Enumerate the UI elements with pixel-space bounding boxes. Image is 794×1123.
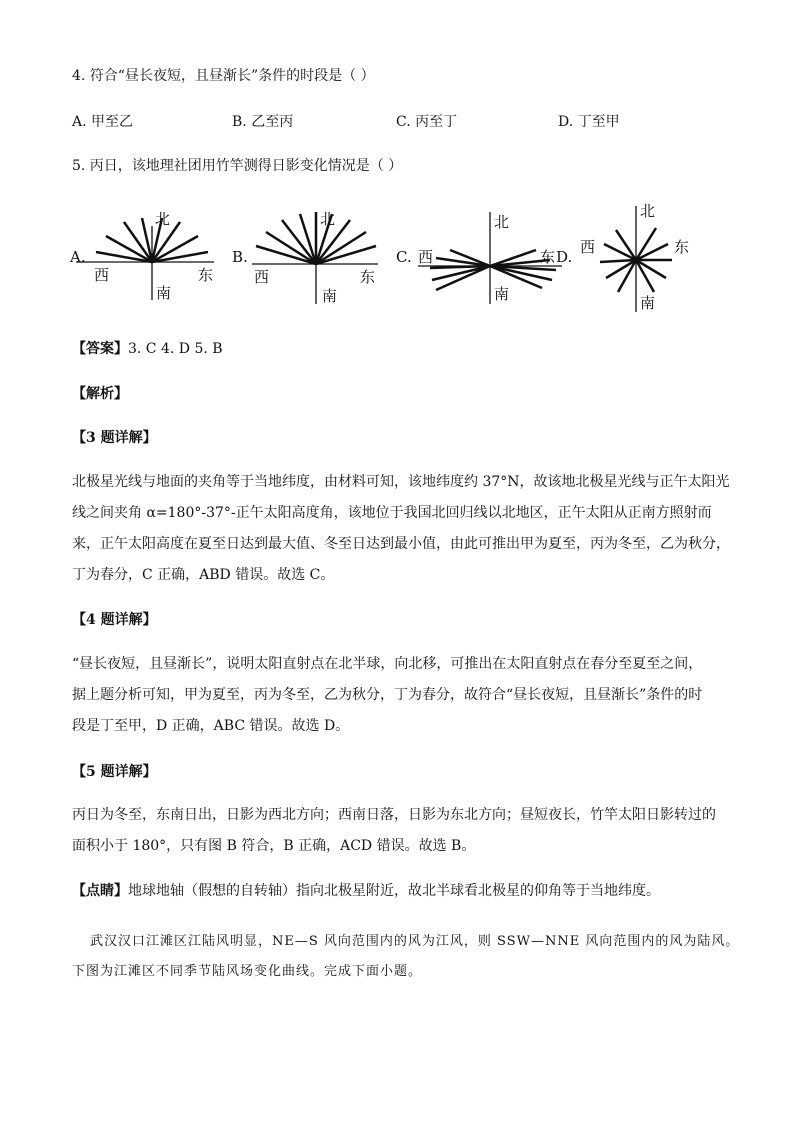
question-4-option-d: D. 丁至甲 [558,114,620,130]
section-3-title: 【3 题详解】 [72,430,157,446]
diagram-d-north: 北 [640,202,656,220]
diagram-b-east: 东 [360,268,376,286]
diagram-a-letter: A. [70,248,86,266]
diagram-c-letter: C. [396,248,412,266]
diagram-c-north: 北 [494,213,510,231]
question-5-stem: 5. 丙日，该地理社团用竹竿测得日影变化情况是（ ） [72,158,403,174]
section-3-body [72,467,730,591]
diagram-b-south: 南 [322,287,338,305]
diagram-d-letter: D. [556,248,573,266]
diagram-c-east: 东 [540,248,556,266]
diagram-c-shadow-lines [430,250,556,290]
question-4-stem: 4. 符合“昼长夜短，且昼渐长”条件的时段是（ ） [72,68,375,84]
section-5-body [72,800,724,862]
tip-text: 地球地轴（假想的自转轴）指向北极星附近，故北半球看北极星的仰角等于当地纬度。 [128,883,660,899]
diagram-a-south: 南 [156,284,172,302]
tip-line [72,883,660,899]
diagram-b-letter: B. [232,248,248,266]
shadow-diagram-b [232,200,382,310]
diagram-b-west: 西 [254,268,270,286]
shadow-diagram-c [396,200,566,310]
section-5-line: 丙日为冬至，东南日出，日影为西北方向；西南日落，日影为东北方向；昼短夜长，竹竿太阳日影转过的 [72,807,716,823]
section-3-line: 北极星光线与地面的夹角等于当地纬度，由材料可知，该地纬度约 37°N，故该地北极星光线与正午太阳光 [72,474,730,490]
section-3-line: 丁为春分，C 正确，ABD 错误。故选 C。 [72,567,335,583]
section-3-line: 来，正午太阳高度在夏至日达到最大值、冬至日达到最小值，由此可推出甲为夏至，丙为冬至，乙为秋分， [72,536,730,552]
diagram-b-north: 北 [320,210,336,228]
question-4-option-c: C. 丙至丁 [396,114,458,130]
question-4-option-b: B. 乙至丙 [232,114,294,130]
diagram-a-east: 东 [198,266,214,284]
question-4-option-a: A. 甲至乙 [72,114,134,130]
section-4-title: 【4 题详解】 [72,612,157,628]
section-4-line: 段是丁至甲，D 正确，ABC 错误。故选 D。 [72,718,350,734]
section-4-line: “昼长夜短，且昼渐长”，说明太阳直射点在北半球，向北移，可推出在太阳直射点在春分至夏至之间， [72,656,703,672]
diagram-d-west: 西 [580,238,596,256]
diagram-a-west: 西 [94,266,110,284]
answer-text: 3. C 4. D 5. B [128,341,223,357]
diagram-d-south: 南 [640,294,656,312]
diagram-c-west: 西 [418,248,434,266]
answer-line [72,341,223,357]
section-4-line: 据上题分析可知，甲为夏至，丙为冬至，乙为秋分，丁为春分，故符合“昼长夜短，且昼渐长”条件的时 [72,687,703,703]
shadow-diagram-a [70,200,220,310]
diagram-a-north: 北 [155,210,171,228]
section-5-title: 【5 题详解】 [72,764,157,780]
diagram-d-east: 东 [674,238,690,256]
answer-label: 【答案】 [72,341,128,357]
tip-label: 【点睛】 [72,883,128,899]
material-line-1: 武汉汉口江滩区江陆风明显，NE—S 风向范围内的风为江风，则 SSW—NNE 风向范围内的风为陆风。 [90,934,740,949]
shadow-diagram-d [556,196,706,316]
section-5-line: 面积小于 180°，只有图 B 符合，B 正确，ACD 错误。故选 B。 [72,838,476,854]
material-line-2: 下图为江滩区不同季节陆风场变化曲线。完成下面小题。 [72,964,423,979]
section-3-line: 线之间夹角 α=180°-37°-正午太阳高度角，该地位于我国北回归线以北地区，正午太阳从正南方照射而 [72,505,712,521]
section-4-body [72,649,724,742]
diagram-c-south: 南 [494,285,510,303]
analysis-title: 【解析】 [72,386,128,402]
